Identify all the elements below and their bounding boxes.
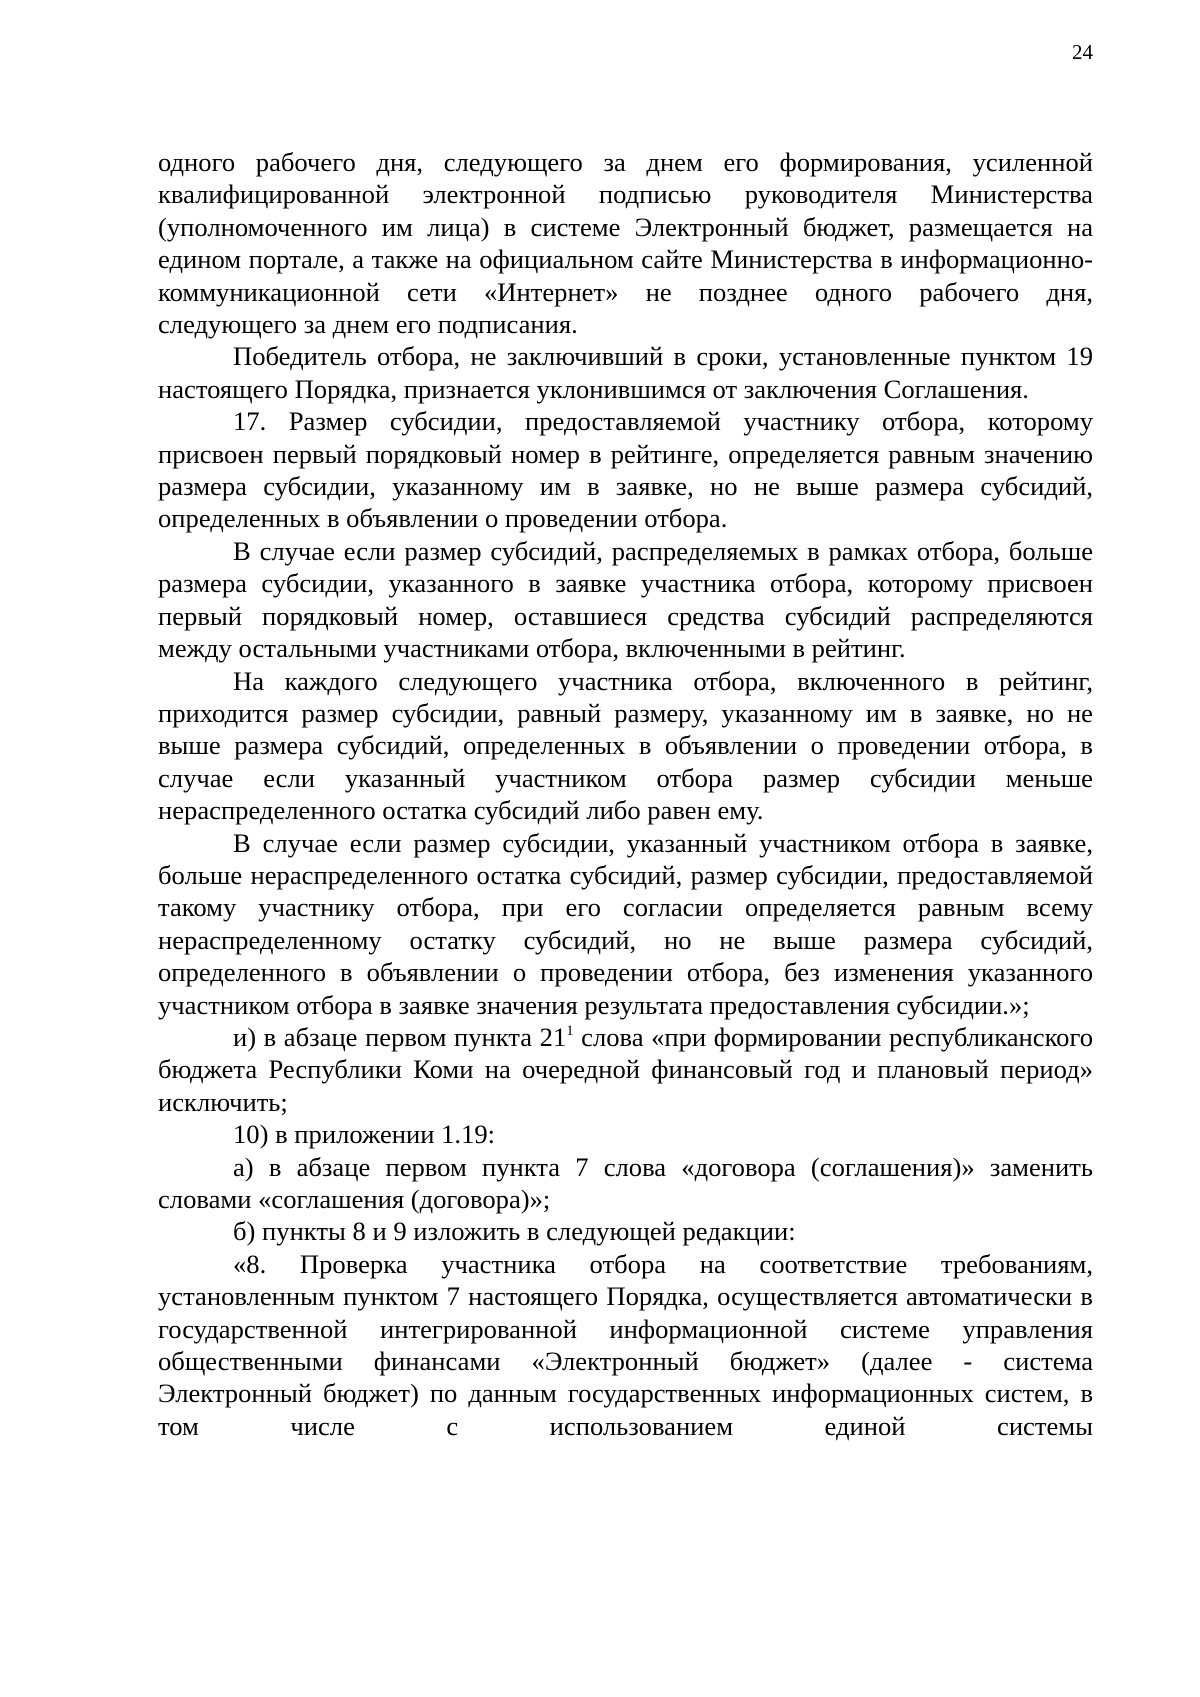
paragraph-7-text-after: слова «при формировании республиканского бюджета Республики Коми на очередной финансовый год и плановый период» исключить; [158, 1021, 1093, 1117]
paragraph-6: В случае если размер субсидии, указанный участником отбора в заявке, больше нераспределенного остатка субсидий, размер субсидии, предоставляемой такому участнику отбора, при его согласии определяется равным всему нераспределенному остатку субсидий, но не выше размера субсидий, определенного в объявлении о проведении отбора, без изменения указанного участником отбора в заявке значения результата предоставления субсидии.»; [158, 827, 1093, 1020]
paragraph-1: одного рабочего дня, следующего за днем его формирования, усиленной квалифицированной электронной подписью руководителя Министерства (уполномоченного им лица) в системе Электронный бюджет, размещается на едином портале, а также на официальном сайте Министерства в информационно-коммуникационной сети «Интернет» не позднее одного рабочего дня, следующего за днем его подписания. [158, 147, 1093, 340]
paragraph-4: В случае если размер субсидий, распределяемых в рамках отбора, больше размера субсидии, указанного в заявке участника отбора, которому присвоен первый порядковый номер, оставшиеся средства субсидий распределяются между остальными участниками отбора, включенными в рейтинг. [158, 535, 1093, 664]
paragraph-3: 17. Размер субсидии, предоставляемой участнику отбора, которому присвоен первый порядковый номер в рейтинге, определяется равным значению размера субсидии, указанному им в заявке, но не выше размера субсидий, определенных в объявлении о проведении отбора. [158, 406, 1093, 534]
page-number: 24 [1072, 40, 1093, 64]
paragraph-8: 10) в приложении 1.19: [233, 1119, 496, 1150]
paragraph-11: «8. Проверка участника отбора на соответствие требованиям, установленным пунктом 7 настоящего Порядка, осуществляется автоматически в государственной интегрированной информационной системе управления общественными финансами «Электронный бюджет» (далее - система Электронный бюджет) по данным государственных информационных систем, в том числе с использованием единой системы [158, 1248, 1093, 1441]
paragraph-9: а) в абзаце первом пункта 7 слова «договора (соглашения)» заменить словами «соглашения (договора)»; [158, 1151, 1093, 1214]
paragraph-7-superscript: 1 [566, 1023, 574, 1039]
paragraph-7-text-before: и) в абзаце первом пункта 21 [233, 1021, 567, 1052]
paragraph-7 [158, 1021, 1093, 1118]
paragraph-2: Победитель отбора, не заключивший в сроки, установленные пунктом 19 настоящего Порядка, признается уклонившимся от заключения Соглашения. [158, 341, 1093, 404]
document-body [158, 146, 1093, 1442]
paragraph-5: На каждого следующего участника отбора, включенного в рейтинг, приходится размер субсидии, равный размеру, указанному им в заявке, но не выше размера субсидий, определенных в объявлении о проведении отбора, в случае если указанный участником отбора размер субсидии меньше нераспределенного остатка субсидий либо равен ему. [158, 665, 1093, 826]
paragraph-10: б) пункты 8 и 9 изложить в следующей редакции: [233, 1216, 796, 1247]
